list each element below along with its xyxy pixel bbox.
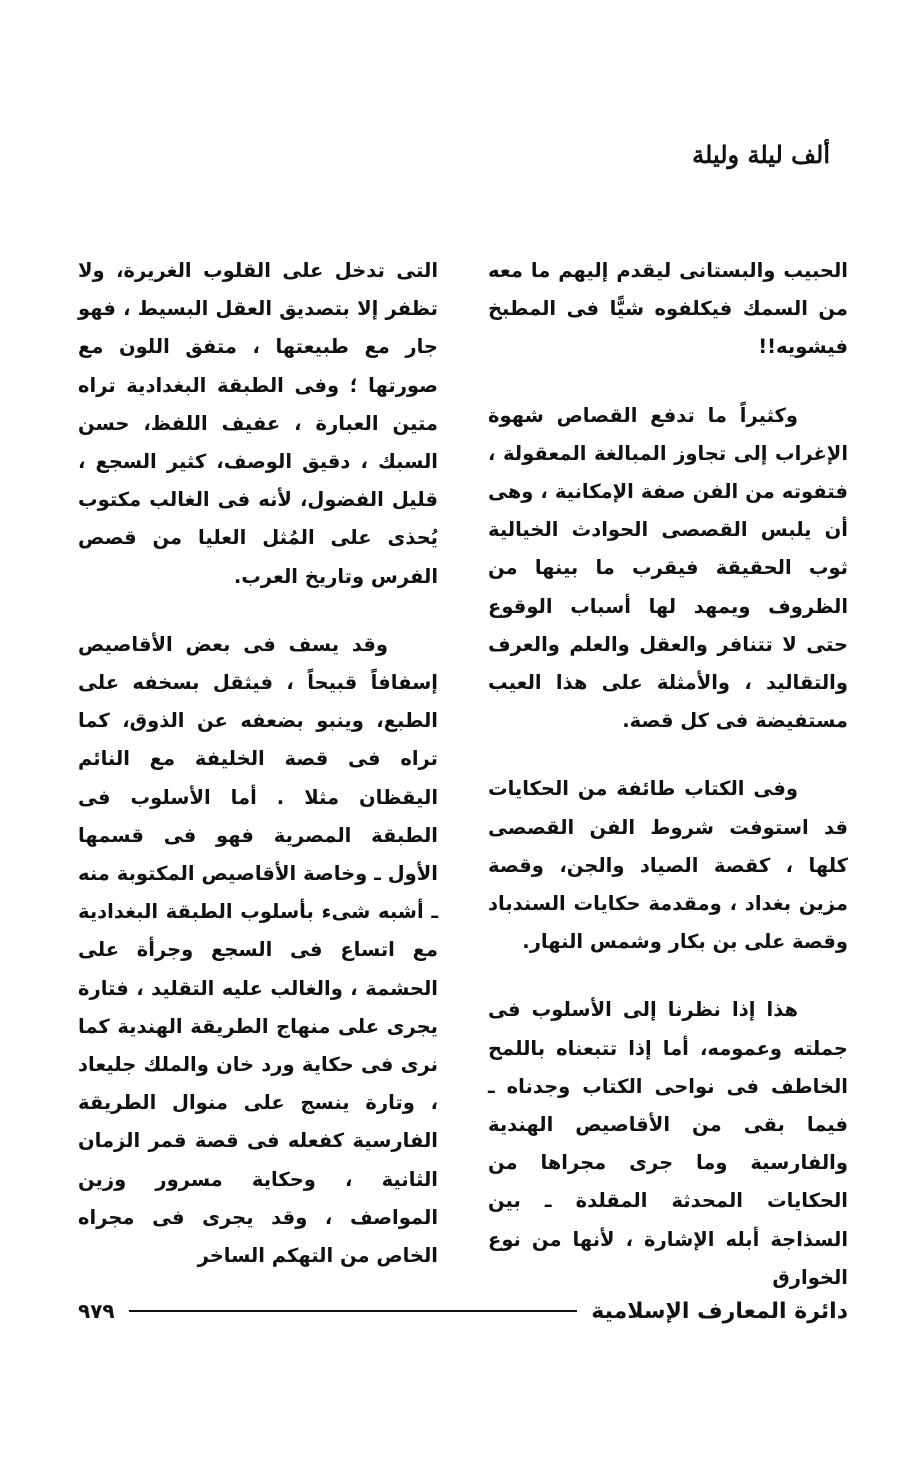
- left-text-column: [78, 252, 438, 1275]
- paragraph: هذا إذا نظرنا إلى الأسلوب فى جملته وعمومه، أما إذا تتبعناه باللمح الخاطف فى نواحى الكتاب وجدناه ـ فيما بقى من الأقاصيص الهندية والفارسية وما جرى مجراها من الحكايات المحدثة المقلدة ـ بين السذاجة أبله الإشارة ، لأنها من نوع الخوارق: [488, 998, 848, 1289]
- paragraph: التى تدخل على القلوب الغريرة، ولا تظفر إلا بتصديق العقل البسيط ، فهو جار مع طبيعتها ، متفق اللون مع صورتها ؛ وفى الطبقة البغدادية تراه متين العبارة ، عفيف اللفظ، حسن السبك ، دقيق الوصف، كثير السجع ، قليل الفضول، لأنه فى الغالب مكتوب يُحذى على المُثل العليا من قصص الفرس وتاريخ العرب.: [78, 259, 438, 588]
- page-footer: [78, 1296, 848, 1326]
- right-text-column: [488, 252, 848, 1297]
- page-number: ٩٧٩: [78, 1299, 115, 1323]
- paragraph: الحبيب والبستانى ليقدم إليهم ما معه من السمك فيكلفوه شيًّا فى المطبخ فيشويه!!: [488, 259, 848, 359]
- footer-rule: [129, 1310, 578, 1312]
- running-header-title: ألف ليلة وليلة: [692, 140, 830, 169]
- paragraph: وقد يسف فى بعض الأقاصيص إسفافاً قبيحاً ، فيثقل بسخفه على الطبع، وينبو بضعفه عن الذوق، كما تراه فى قصة الخليفة مع النائم اليقظان مثلا . أما الأسلوب فى الطبقة المصرية فهو فى قسمها الأول ـ وخاصة الأقاصيص المكتوبة منه ـ أشبه شىء بأسلوب الطبقة البغدادية مع اتساع فى السجع وجرأة على الحشمة ، والغالب عليه التقليد ، فتارة يجرى على منهاج الطريقة الهندية كما نرى فى حكاية ورد خان والملك جليعاد ، وتارة ينسج على منوال الطريقة الفارسية كفعله فى قصة قمر الزمان الثانية ، وحكاية مسرور وزين المواصف ، وقد يجرى فى مجراه الخاص من التهكم الساخر: [78, 632, 438, 1268]
- footer-publication-name: دائرة المعارف الإسلامية: [591, 1298, 848, 1324]
- paragraph: وكثيراً ما تدفع القصاص شهوة الإغراب إلى تجاوز المبالغة المعقولة ، فتفوته من الفن صفة الإمكانية ، وهى أن يلبس القصصى الحوادث الخيالية ثوب الحقيقة فيقرب ما بينها من الظروف ويمهد لها أسباب الوقوع حتى لا تتنافر والعقل والعلم والعرف والتقاليد ، والأمثلة على هذا العيب مستفيضة فى كل قصة.: [488, 403, 848, 733]
- paragraph: وفى الكتاب طائفة من الحكايات قد استوفت شروط الفن القصصى كلها ، كقصة الصياد والجن، وقصة مزين بغداد ، ومقدمة حكايات السندباد وقصة على بن بكار وشمس النهار.: [488, 777, 848, 954]
